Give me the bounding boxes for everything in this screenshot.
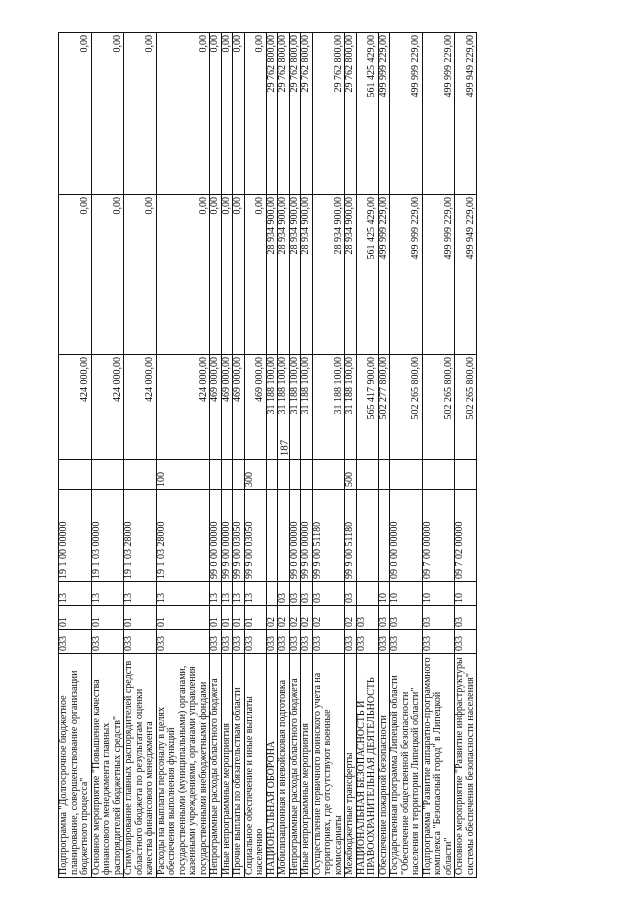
rz-code: 01 [156, 606, 210, 630]
sum-3: 499 999 229,00 [422, 33, 455, 195]
sum-3: 499 999 229,00 [378, 33, 390, 195]
sum-2: 499 999 229,00 [378, 195, 390, 355]
gr-code: 033 [156, 630, 210, 654]
csr-code: 99 9 00 51180 [345, 490, 357, 582]
rz-code: 01 [91, 606, 124, 630]
pr-code: 13 [244, 582, 266, 606]
sum-1: 31 188 100,00 [289, 355, 301, 460]
rz-code: 02 [278, 606, 290, 630]
gr-code: 033 [289, 630, 301, 654]
gr-code: 033 [345, 630, 357, 654]
pr-code: 13 [59, 582, 92, 606]
csr-code: 99 9 00 03050 [233, 490, 245, 582]
row-name: Осуществление первичного воинского учета на территориях, где отсутствуют военные комиссариаты [312, 654, 345, 878]
vr-code [266, 460, 278, 490]
sum-2: 499 999 229,00 [422, 195, 455, 355]
csr-code: 99 0 00 00000 [210, 490, 222, 582]
pr-code: 03 [312, 582, 345, 606]
sum-1: 502 277 800,00 [378, 355, 390, 460]
gr-code: 033 [244, 630, 266, 654]
gr-code: 033 [59, 630, 92, 654]
csr-code: 19 1 03 00000 [91, 490, 124, 582]
sum-1: 565 417 900,00 [356, 355, 378, 460]
vr-code [312, 460, 345, 490]
sum-1: 31 188 100,00 [278, 355, 290, 460]
gr-code: 033 [301, 630, 313, 654]
table-row [233, 33, 245, 878]
rz-code: 01 [210, 606, 222, 630]
rz-code: 03 [455, 606, 477, 630]
rz-code: 03 [422, 606, 455, 630]
vr-code [91, 460, 124, 490]
table-row [378, 33, 390, 878]
vr-code [221, 460, 233, 490]
sum-2: 0,00 [156, 195, 210, 355]
sum-3: 0,00 [124, 33, 157, 195]
gr-code: 033 [278, 630, 290, 654]
sum-2: 28 934 900,00 [301, 195, 313, 355]
sum-3: 0,00 [210, 33, 222, 195]
vr-code: 500 [345, 460, 357, 490]
row-name: Непрограммные расходы областного бюджета [289, 654, 301, 878]
table-row [390, 33, 423, 878]
sum-3: 29 762 800,00 [301, 33, 313, 195]
sum-3: 0,00 [156, 33, 210, 195]
pr-code [266, 582, 278, 606]
row-name: Непрограммные расходы областного бюджета [210, 654, 222, 878]
table-row [124, 33, 157, 878]
pr-code [356, 582, 378, 606]
row-name: НАЦИОНАЛЬНАЯ БЕЗОПАСНОСТЬ И ПРАВООХРАНИТЕЛЬНАЯ ДЕЯТЕЛЬНОСТЬ [356, 654, 378, 878]
csr-code: 99 0 00 00000 [289, 490, 301, 582]
pr-code: 13 [221, 582, 233, 606]
pr-code: 10 [422, 582, 455, 606]
vr-code [210, 460, 222, 490]
table-row [156, 33, 210, 878]
table-row [244, 33, 266, 878]
table-row [266, 33, 278, 878]
row-name: Социальное обеспечение и иные выплаты населению [244, 654, 266, 878]
vr-code: 300 [244, 460, 266, 490]
sum-1: 31 188 100,00 [345, 355, 357, 460]
sum-2: 0,00 [244, 195, 266, 355]
sum-2: 0,00 [233, 195, 245, 355]
rz-code: 02 [289, 606, 301, 630]
row-name: Межбюджетные трансферты [345, 654, 357, 878]
gr-code: 033 [221, 630, 233, 654]
vr-code [278, 460, 290, 490]
pr-code: 13 [124, 582, 157, 606]
sum-1: 502 265 800,00 [390, 355, 423, 460]
sum-1: 31 188 100,00 [301, 355, 313, 460]
vr-code [378, 460, 390, 490]
sum-3: 0,00 [91, 33, 124, 195]
pr-code: 03 [301, 582, 313, 606]
sum-2: 28 934 900,00 [312, 195, 345, 355]
table-row [210, 33, 222, 878]
pr-code: 03 [278, 582, 290, 606]
sum-3: 0,00 [233, 33, 245, 195]
sum-3: 561 425 429,00 [356, 33, 378, 195]
csr-code: 99 9 00 51180 [312, 490, 345, 582]
sum-2: 28 934 900,00 [266, 195, 278, 355]
row-name: Мобилизационная и вневойсковая подготовка [278, 654, 290, 878]
sum-3: 29 762 800,00 [345, 33, 357, 195]
sum-1: 469 000,00 [210, 355, 222, 460]
csr-code: 09 7 02 00000 [455, 490, 477, 582]
vr-code [390, 460, 423, 490]
row-name: Расходы на выплаты персоналу в целях обеспечения выполнения функций государственными (муниципальными) органами, казенными учреждениями, органами управления государственными внебюджетными фондами [156, 654, 210, 878]
gr-code: 033 [390, 630, 423, 654]
gr-code: 033 [233, 630, 245, 654]
pr-code: 13 [156, 582, 210, 606]
row-name: Иные непрограммные мероприятия [221, 654, 233, 878]
pr-code: 03 [289, 582, 301, 606]
sum-2: 499 999 229,00 [390, 195, 423, 355]
table-row [345, 33, 357, 878]
sum-1: 31 188 100,00 [266, 355, 278, 460]
vr-code [422, 460, 455, 490]
rz-code: 01 [59, 606, 92, 630]
rz-code: 02 [312, 606, 345, 630]
sum-1: 469 000,00 [244, 355, 266, 460]
rz-code: 02 [266, 606, 278, 630]
rz-code: 03 [390, 606, 423, 630]
row-name: Иные непрограммные мероприятия [301, 654, 313, 878]
table-row [356, 33, 378, 878]
sum-2: 0,00 [210, 195, 222, 355]
sum-2: 0,00 [91, 195, 124, 355]
sum-3: 499 949 229,00 [455, 33, 477, 195]
table-row [59, 33, 92, 878]
sum-3: 0,00 [221, 33, 233, 195]
row-name: Подпрограмма "Долгосрочное бюджетное планирование, совершенствование организации бюджетного процесса" [59, 654, 92, 878]
rz-code: 01 [221, 606, 233, 630]
sum-1: 424 000,00 [59, 355, 92, 460]
rz-code: 02 [301, 606, 313, 630]
sum-1: 31 188 100,00 [312, 355, 345, 460]
row-name: Обеспечение пожарной безопасности [378, 654, 390, 878]
table-row [422, 33, 455, 878]
gr-code: 033 [312, 630, 345, 654]
csr-code [378, 490, 390, 582]
csr-code: 09 7 00 00000 [422, 490, 455, 582]
rz-code: 02 [345, 606, 357, 630]
csr-code: 19 1 03 28000 [156, 490, 210, 582]
sum-2: 0,00 [59, 195, 92, 355]
sum-3: 499 999 229,00 [390, 33, 423, 195]
csr-code [356, 490, 378, 582]
table-row [278, 33, 290, 878]
sum-3: 29 762 800,00 [278, 33, 290, 195]
sum-2: 0,00 [221, 195, 233, 355]
csr-code: 19 1 03 28000 [124, 490, 157, 582]
sum-1: 502 265 800,00 [455, 355, 477, 460]
pr-code: 03 [345, 582, 357, 606]
row-name: Государственная программа Липецкой области "Обеспечение общественной безопасности населения и территории Липецкой области" [390, 654, 423, 878]
vr-code: 100 [156, 460, 210, 490]
csr-code: 09 0 00 00000 [390, 490, 423, 582]
sum-1: 424 000,00 [124, 355, 157, 460]
table-row [221, 33, 233, 878]
gr-code: 033 [124, 630, 157, 654]
vr-code [289, 460, 301, 490]
sum-2: 28 934 900,00 [289, 195, 301, 355]
sum-2: 561 425 429,00 [356, 195, 378, 355]
sum-3: 0,00 [244, 33, 266, 195]
csr-code: 99 9 00 00000 [301, 490, 313, 582]
csr-code [266, 490, 278, 582]
table-row [289, 33, 301, 878]
row-name: Основное мероприятие "Повышение качества финансового менеджмента главных распорядителей бюджетных средств" [91, 654, 124, 878]
table-row [301, 33, 313, 878]
rz-code: 01 [244, 606, 266, 630]
sum-1: 469 000,00 [233, 355, 245, 460]
gr-code: 033 [378, 630, 390, 654]
sum-2: 0,00 [124, 195, 157, 355]
sum-2: 28 934 900,00 [345, 195, 357, 355]
sum-1: 469 000,00 [221, 355, 233, 460]
vr-code [356, 460, 378, 490]
sum-1: 424 000,00 [91, 355, 124, 460]
pr-code: 10 [378, 582, 390, 606]
sum-2: 499 949 229,00 [455, 195, 477, 355]
sum-2: 28 934 900,00 [278, 195, 290, 355]
table-row [312, 33, 345, 878]
rz-code: 01 [124, 606, 157, 630]
rz-code: 03 [356, 606, 378, 630]
gr-code: 033 [91, 630, 124, 654]
csr-code: 99 9 00 03050 [244, 490, 266, 582]
pr-code: 10 [455, 582, 477, 606]
row-name: Стимулирование главных распорядителей средств областного бюджета по результатам оценки качества финансового менеджмента [124, 654, 157, 878]
csr-code: 99 9 00 00000 [221, 490, 233, 582]
gr-code: 033 [455, 630, 477, 654]
row-name: Прочие выплаты по обязательствам области [233, 654, 245, 878]
rz-code: 01 [233, 606, 245, 630]
csr-code [278, 490, 290, 582]
pr-code: 13 [91, 582, 124, 606]
row-name: Основное мероприятие "Развитие инфраструктуры системы обеспечения безопасности населения" [455, 654, 477, 878]
sum-3: 29 762 800,00 [266, 33, 278, 195]
csr-code: 19 1 00 00000 [59, 490, 92, 582]
gr-code: 033 [210, 630, 222, 654]
table-body [59, 33, 477, 878]
sum-1: 424 000,00 [156, 355, 210, 460]
sum-3: 29 762 800,00 [312, 33, 345, 195]
sum-1: 502 265 800,00 [422, 355, 455, 460]
vr-code [233, 460, 245, 490]
row-name: НАЦИОНАЛЬНАЯ ОБОРОНА [266, 654, 278, 878]
sum-3: 0,00 [59, 33, 92, 195]
vr-code [301, 460, 313, 490]
rotated-page [58, 33, 576, 878]
vr-code [59, 460, 92, 490]
vr-code [455, 460, 477, 490]
rz-code: 03 [378, 606, 390, 630]
row-name: Подпрограмма "Развитие аппаратно-программного комплекса "Безопасный город" в Липецкой области" [422, 654, 455, 878]
gr-code: 033 [266, 630, 278, 654]
table-row [455, 33, 477, 878]
gr-code: 033 [422, 630, 455, 654]
budget-table [58, 32, 477, 878]
page-number: 187 [278, 439, 291, 457]
pr-code: 13 [210, 582, 222, 606]
pr-code: 10 [390, 582, 423, 606]
gr-code: 033 [356, 630, 378, 654]
pr-code: 13 [233, 582, 245, 606]
sum-3: 29 762 800,00 [289, 33, 301, 195]
table-row [91, 33, 124, 878]
vr-code [124, 460, 157, 490]
